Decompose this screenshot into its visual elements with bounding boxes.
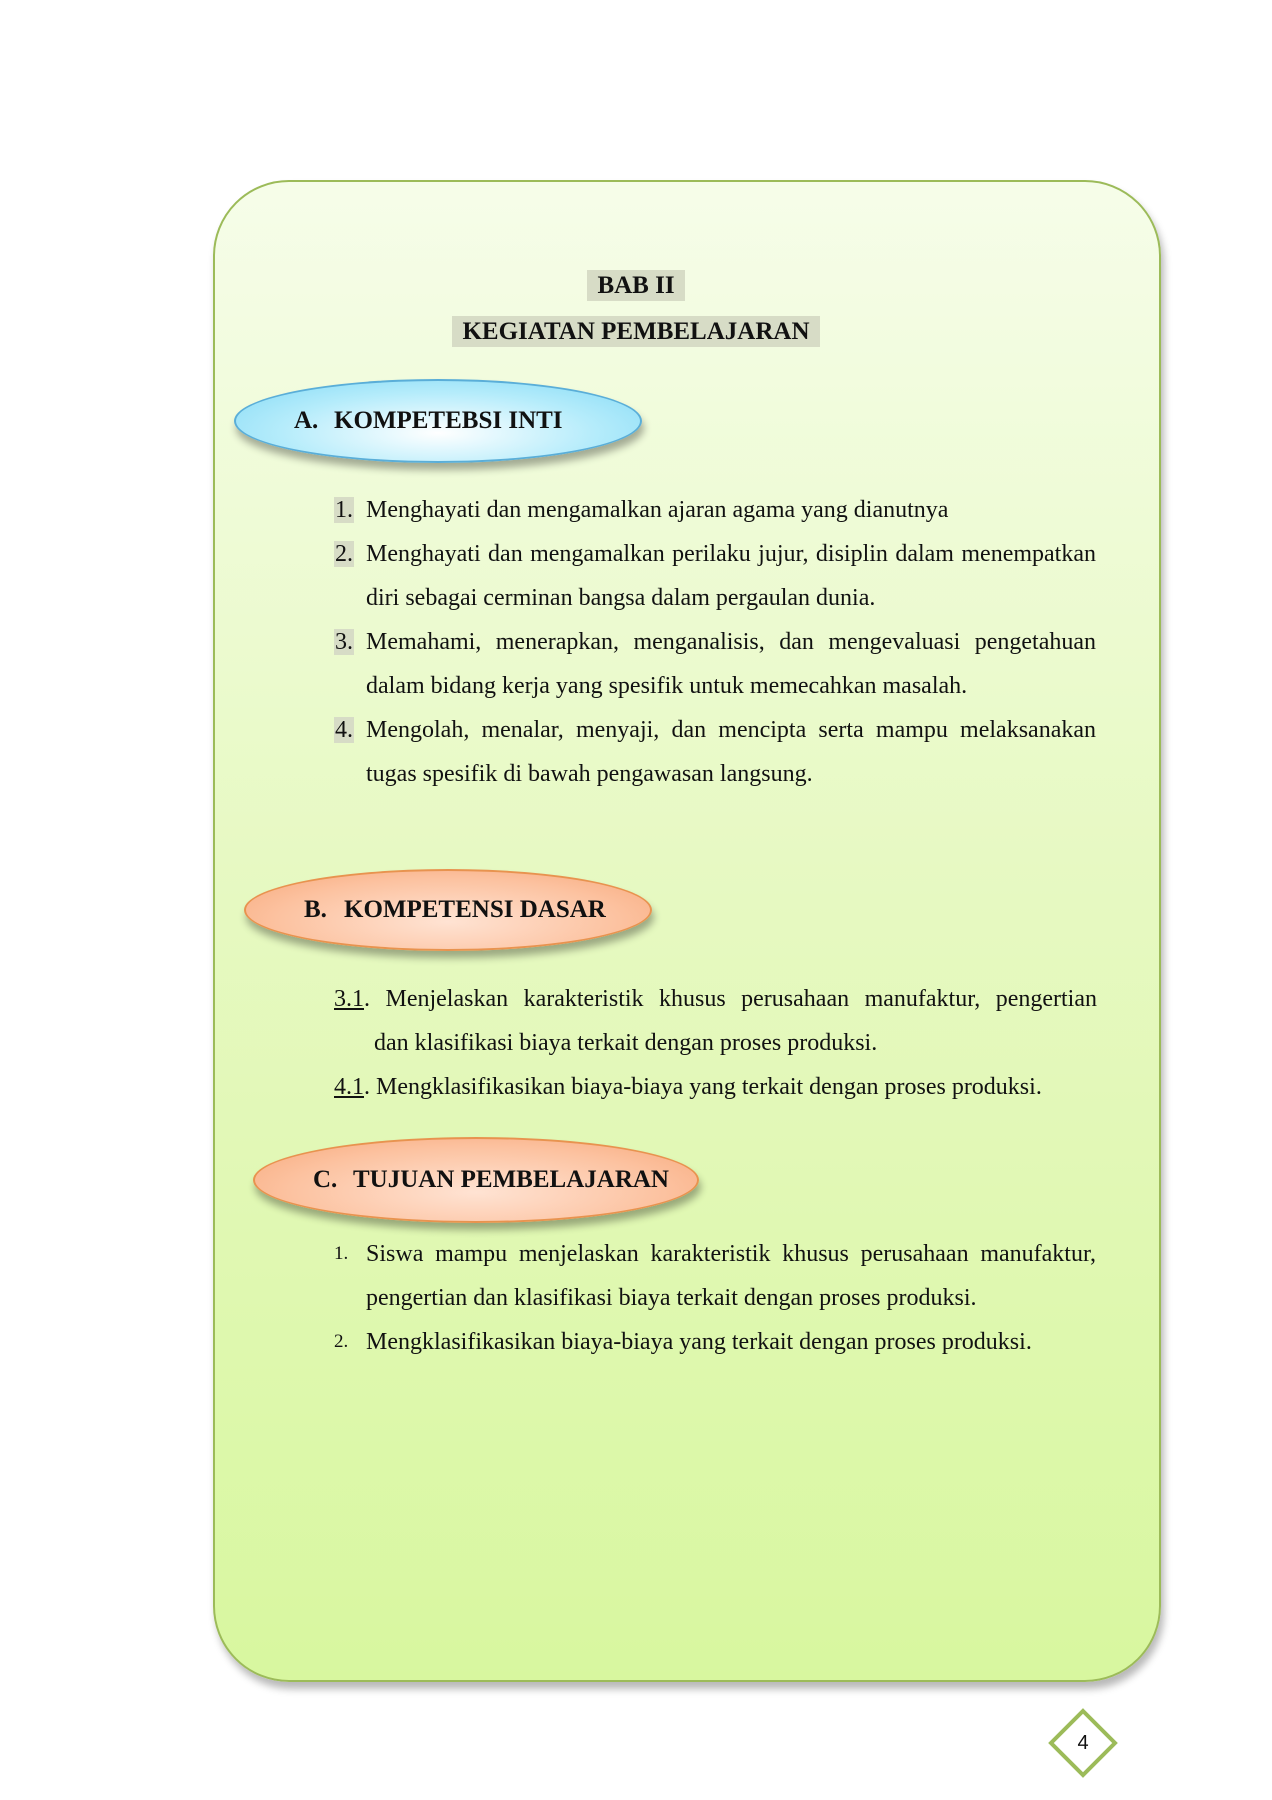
basic-competency-list	[334, 977, 1097, 1109]
list-item	[334, 488, 1096, 532]
list-item	[334, 977, 1097, 1021]
list-item	[334, 532, 1096, 620]
item-text-continued: dan klasifikasi biaya terkait dengan proses produksi.	[374, 1030, 878, 1056]
section-b-letter: B.	[304, 896, 327, 923]
chapter-subtitle: KEGIATAN PEMBELAJARAN	[0, 318, 1272, 346]
section-c-title: TUJUAN PEMBELAJARAN	[353, 1166, 669, 1193]
core-competency-list	[334, 488, 1096, 796]
list-item	[334, 1320, 1096, 1364]
item-text: Mengklasifikasikan biaya-biaya yang terkait dengan proses produksi.	[366, 1329, 1032, 1355]
list-item	[334, 620, 1096, 708]
learning-objectives-list	[334, 1232, 1096, 1364]
item-text: Mengolah, menalar, menyaji, dan mencipta serta mampu melaksanakan tugas spesifik di bawah pengawasan langsung.	[366, 717, 1096, 787]
list-item	[334, 1021, 1097, 1065]
section-b-title: KOMPETENSI DASAR	[344, 896, 606, 923]
item-number: 1.	[334, 1243, 349, 1264]
section-b-header	[244, 869, 652, 951]
item-number: 4.	[335, 717, 353, 743]
list-item	[334, 1065, 1097, 1109]
item-text: Menghayati dan mengamalkan ajaran agama yang dianutnya	[366, 497, 949, 523]
section-a-header	[234, 379, 642, 463]
page-number: 4	[1077, 1731, 1089, 1754]
item-number: 1.	[335, 497, 353, 523]
item-text: . Mengklasifikasikan biaya-biaya yang terkait dengan proses produksi.	[364, 1074, 1042, 1100]
item-number: 4.1	[334, 1074, 364, 1100]
section-c-letter: C.	[313, 1166, 338, 1193]
page-number-badge	[1048, 1708, 1118, 1778]
section-a-letter: A.	[294, 407, 319, 434]
item-text: . Menjelaskan karakteristik khusus perusahaan manufaktur, pengertian	[364, 986, 1097, 1012]
item-number: 3.	[335, 629, 353, 655]
list-item	[334, 1232, 1096, 1320]
section-c-header	[253, 1137, 699, 1223]
chapter-title: BAB II	[0, 272, 1272, 300]
item-text: Memahami, menerapkan, menganalisis, dan mengevaluasi pengetahuan dalam bidang kerja yang spesifik untuk memecahkan masalah.	[366, 629, 1096, 699]
list-item	[334, 708, 1096, 796]
item-text: Siswa mampu menjelaskan karakteristik khusus perusahaan manufaktur, pengertian dan klasifikasi biaya terkait dengan proses produksi.	[366, 1241, 1096, 1311]
item-number: 3.1	[334, 986, 364, 1012]
item-number: 2.	[335, 541, 353, 567]
item-number: 2.	[334, 1331, 349, 1352]
item-text: Menghayati dan mengamalkan perilaku jujur, disiplin dalam menempatkan diri sebagai cerminan bangsa dalam pergaulan dunia.	[366, 541, 1096, 611]
section-a-title: KOMPETEBSI INTI	[334, 407, 563, 434]
